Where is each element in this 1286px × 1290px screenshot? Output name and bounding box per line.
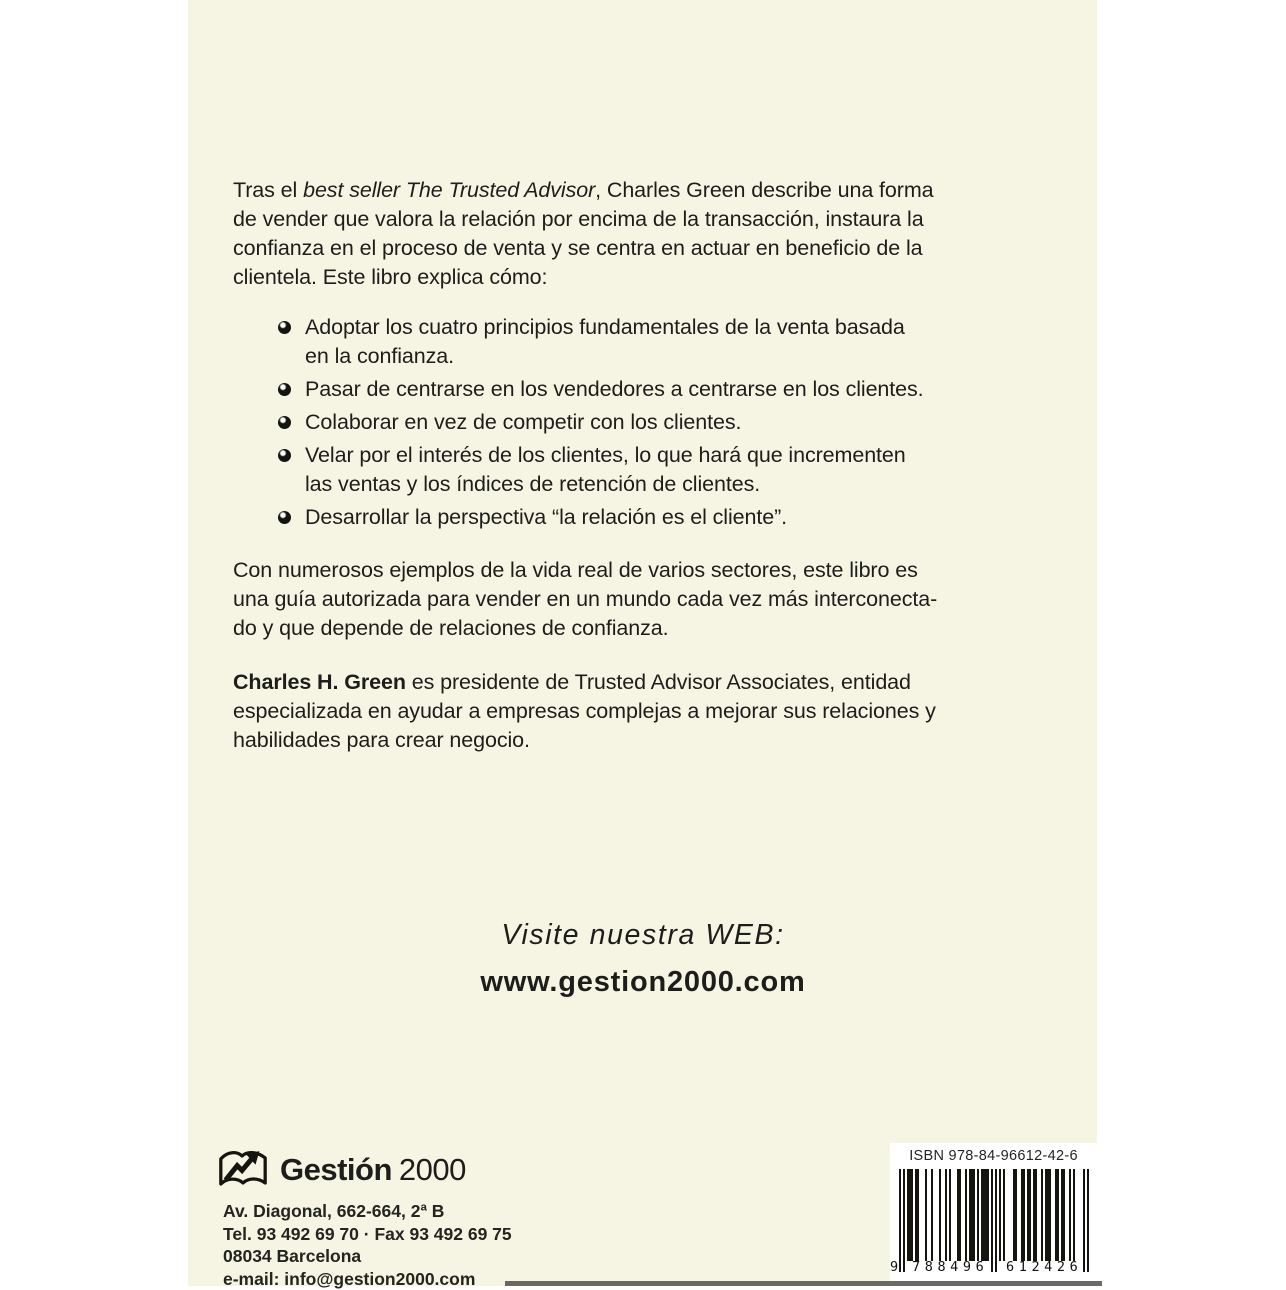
author-name: Charles H. Green <box>233 670 406 694</box>
bullet-icon <box>278 416 291 429</box>
list-item: Adoptar los cuatro principios fundamentales de la venta basada en la confianza. <box>278 313 924 371</box>
list-item: Desarrollar la perspectiva “la relación es el cliente”. <box>278 503 924 532</box>
ean13-barcode <box>899 1169 1089 1273</box>
website-url: www.gestion2000.com <box>480 966 806 998</box>
intro-line-2: de vender que valora la relación por encima de la transacción, instaura la <box>233 207 924 231</box>
list-item: Colaborar en vez de competir con los clientes. <box>278 408 924 437</box>
intro-line-3: confianza en el proceso de venta y se centra en actuar en beneficio de la <box>233 236 923 260</box>
publisher-address: Av. Diagonal, 662-664, 2ª B Tel. 93 492 69 70 · Fax 93 492 69 75 08034 Barcelona e-mail: info@gestion2000.com <box>223 1201 512 1289</box>
publisher-logo-row <box>216 1143 512 1196</box>
intro-line-4: clientela. Este libro explica cómo: <box>233 265 548 289</box>
list-item: Pasar de centrarse en los vendedores a centrarse en los clientes. <box>278 375 924 404</box>
bullet-icon <box>278 511 291 524</box>
website-promo <box>233 918 1053 999</box>
bullet-list <box>278 313 924 536</box>
intro-paragraph <box>233 176 934 292</box>
publisher-block <box>216 1143 512 1290</box>
book-back-cover <box>188 0 1097 1289</box>
isbn-barcode-panel <box>890 1143 1097 1286</box>
bullet-icon <box>278 449 291 462</box>
summary-paragraph: Con numerosos ejemplos de la vida real de varios sectores, este libro es una guía autorizada para vender en un mundo cada vez más interconecta- do y que depende de relaciones de confianza. <box>233 558 938 640</box>
author-bio-paragraph: Charles H. Green es presidente de Trusted Advisor Associates, entidad especializada en ayudar a empresas complejas a mejorar sus relaciones y habilidades para crear negocio. <box>233 670 936 752</box>
website-promo-heading: Visite nuestra WEB: <box>501 919 785 951</box>
bullet-icon <box>278 321 291 334</box>
isbn-number: ISBN 978-84-96612-42-6 <box>909 1148 1078 1164</box>
italic-book-title: best seller The Trusted Advisor <box>303 178 596 202</box>
list-item: Velar por el interés de los clientes, lo que hará que incrementen las ventas y los índices de retención de clientes. <box>278 441 924 499</box>
scan-edge-shadow <box>505 1281 1102 1286</box>
barcode-digits: 9 788496 612426 <box>890 1259 1083 1275</box>
gestion2000-book-arrow-icon <box>216 1143 270 1196</box>
bullet-icon <box>278 383 291 396</box>
publisher-name: Gestión 2000 <box>280 1151 466 1187</box>
intro-line-1: Tras el best seller The Trusted Advisor, Charles Green describe una forma <box>233 178 934 202</box>
